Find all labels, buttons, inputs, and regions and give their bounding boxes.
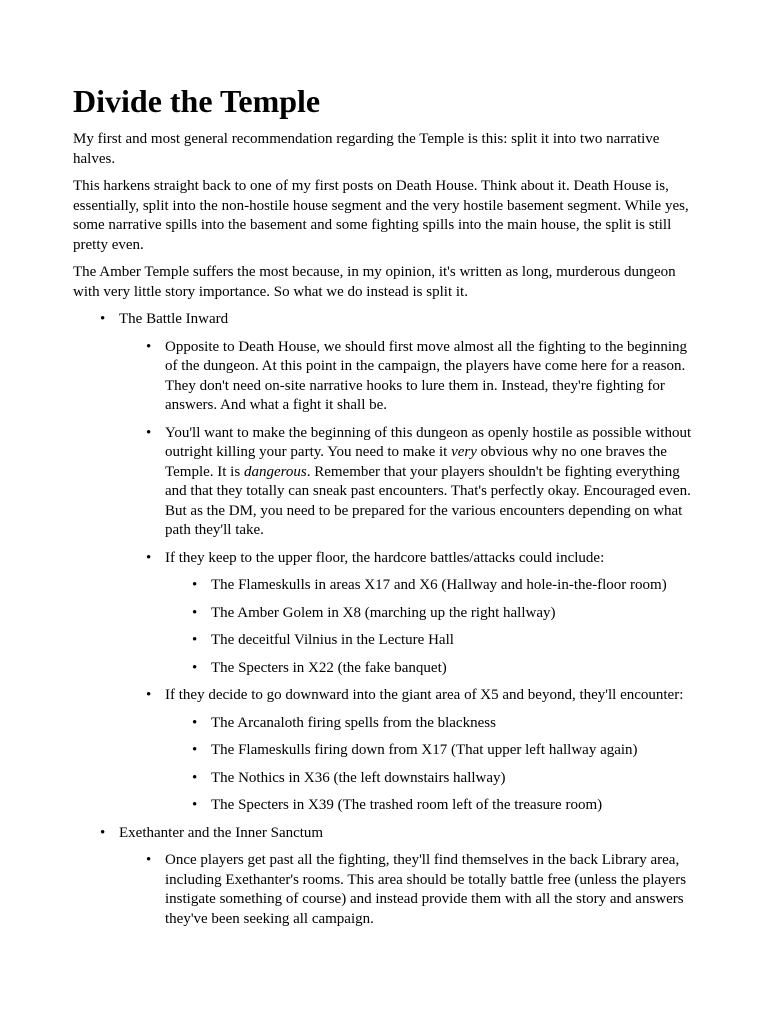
inner-sanctum-label: Exethanter and the Inner Sanctum	[119, 824, 324, 841]
list-item-battle-inward	[73, 310, 698, 816]
battle-inward-point-2-part-b: obvious why no one braves the Temple. It is	[165, 444, 667, 480]
list-item-upper-floor	[119, 549, 698, 679]
list-item: • The Flameskulls in areas X17 and X6 (Hallway and hole-in-the-floor room)	[165, 576, 698, 596]
inner-sanctum-sublist	[119, 851, 698, 929]
list-item: • The Specters in X39 (The trashed room left of the treasure room)	[165, 796, 698, 816]
list-item-lower-floor	[119, 686, 698, 816]
list-item: • The Arcanaloth firing spells from the blackness	[165, 714, 698, 734]
upper-floor-sublist	[165, 576, 698, 678]
list-item: • The Specters in X22 (the fake banquet)	[165, 659, 698, 679]
list-item: • The Nothics in X36 (the left downstairs hallway)	[165, 769, 698, 789]
emphasis-very: very	[451, 444, 477, 460]
list-item: • The deceitful Vilnius in the Lecture Hall	[165, 631, 698, 651]
list-item	[119, 424, 698, 541]
intro-paragraph-2: This harkens straight back to one of my first posts on Death House. Think about it. Death House is, essentially, split into the non-hostile house segment and the very hostile basement segment. While yes, some narrative spills into the basement and some fighting spills into the main house, the split is still pretty even.	[73, 178, 689, 253]
battle-inward-point-1: Opposite to Death House, we should first move almost all the fighting to the beginning of the dungeon. At this point in the campaign, the players have come here for a reason. They don't need on-site narrative hooks to lure them in. Instead, they're fighting for answers. And what a fight it shall be.	[165, 338, 688, 413]
inner-sanctum-point-1: Once players get past all the fighting, they'll find themselves in the back Library area, including Exethanter's rooms. This area should be totally battle free (unless the players instigate something of course) and instead provide them with all the story and answers they've been seeking all campaign.	[165, 852, 687, 927]
list-item	[119, 338, 698, 416]
battle-inward-point-2-part-a: You'll want to make the beginning of this dungeon as openly hostile as possible without outright killing your party. You need to make it	[165, 424, 692, 460]
battle-inward-point-2-part-c: . Remember that your players shouldn't be fighting everything and that they totally can sneak past encounters. That's perfectly okay. Encouraged even. But as the DM, you need to be prepared for the various encounters depending on what path they'll take.	[165, 463, 691, 538]
list-item: • The Flameskulls firing down from X17 (That upper left hallway again)	[165, 741, 698, 761]
list-item	[119, 851, 698, 929]
page-title: Divide the Temple	[73, 83, 321, 119]
intro-paragraph-1: My first and most general recommendation regarding the Temple is this: split it into two narrative halves.	[73, 131, 660, 167]
intro-paragraph-3: The Amber Temple suffers the most because, in my opinion, it's written as long, murderous dungeon with very little story importance. So what we do instead is split it.	[73, 264, 676, 300]
battle-inward-sublist	[119, 338, 698, 816]
list-item-inner-sanctum	[73, 824, 698, 930]
main-list	[73, 310, 698, 929]
emphasis-dangerous: dangerous	[243, 463, 307, 480]
battle-inward-label: The Battle Inward	[119, 311, 229, 327]
upper-floor-label: If they keep to the upper floor, the hardcore battles/attacks could include:	[165, 549, 605, 566]
list-item: • The Amber Golem in X8 (marching up the right hallway)	[165, 604, 698, 624]
lower-floor-sublist	[165, 714, 698, 816]
lower-floor-label: If they decide to go downward into the giant area of X5 and beyond, they'll encounter:	[165, 687, 684, 703]
